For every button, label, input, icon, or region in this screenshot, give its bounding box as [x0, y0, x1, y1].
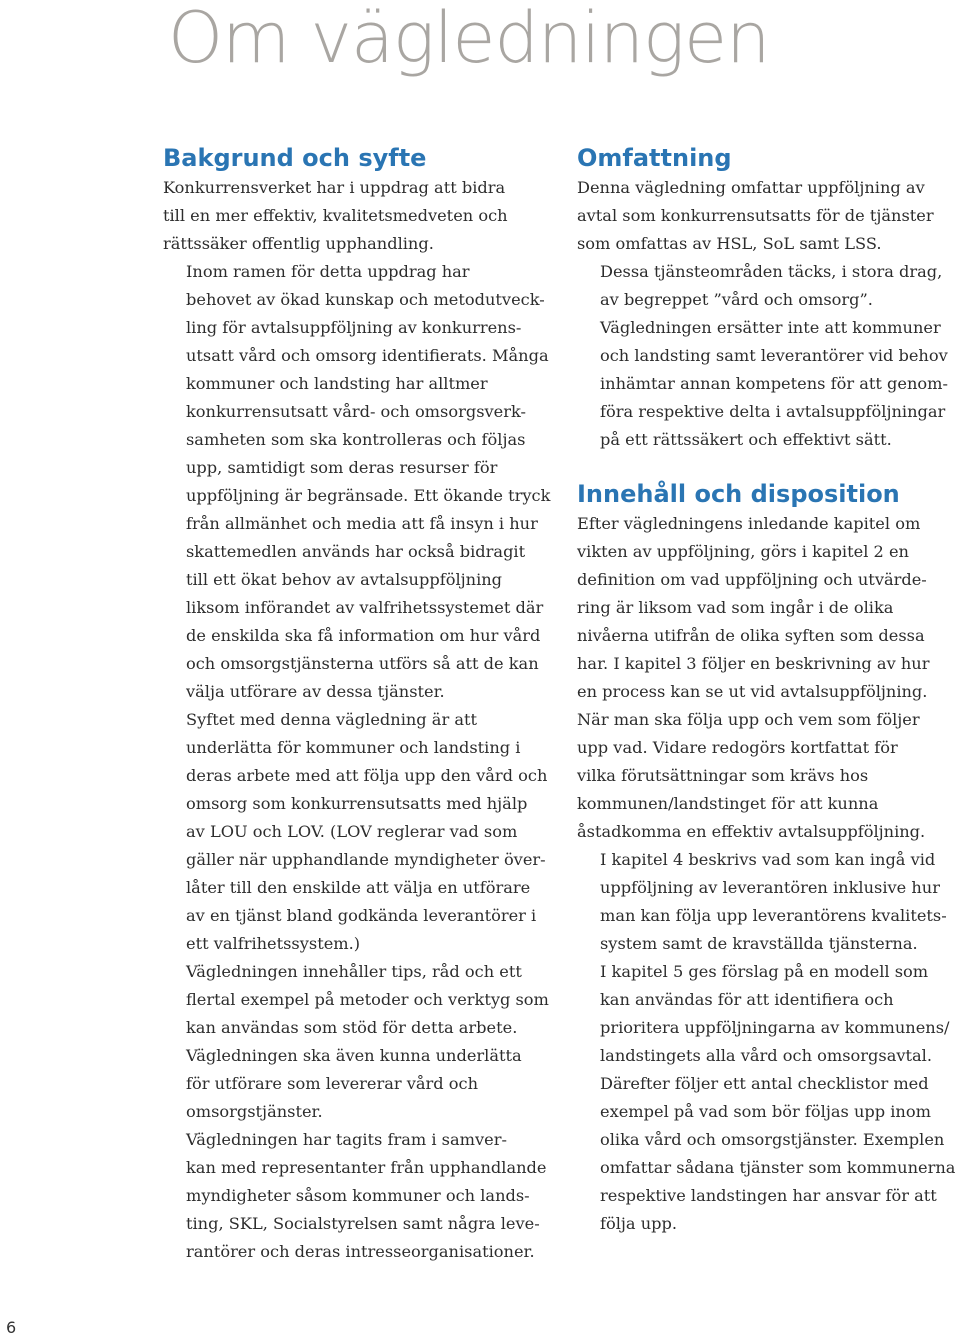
text-line: av en tjänst bland godkända leverantörer i: [186, 906, 537, 925]
text-line: vilka förutsättningar som krävs hos: [577, 766, 869, 785]
text-line: nivåerna utifrån de olika syften som dessa: [577, 626, 925, 645]
text-line: kan användas för att identifiera och: [600, 990, 894, 1009]
paragraph: [577, 174, 960, 258]
text-line: När man ska följa upp och vem som följer: [577, 710, 920, 729]
text-line: och landsting samt leverantörer vid behov: [600, 346, 948, 365]
text-line: åstadkomma en effektiv avtalsuppföljning.: [577, 822, 926, 841]
text-line: exempel på vad som bör följas upp inom: [600, 1102, 931, 1121]
text-line: av begreppet ”vård och omsorg”.: [600, 290, 873, 309]
text-line: omfattar sådana tjänster som kommunerna: [600, 1158, 956, 1177]
text-line: respektive landstingen har ansvar för att: [600, 1186, 937, 1205]
paragraph: [163, 706, 558, 958]
text-line: rantörer och deras intresseorganisationer.: [186, 1242, 535, 1261]
paragraph: [577, 314, 960, 454]
text-line: föra respektive delta i avtalsuppföljningar: [600, 402, 946, 421]
left-column: [163, 142, 558, 1266]
text-line: man kan följa upp leverantörens kvalitets-: [600, 906, 947, 925]
text-line: Konkurrensverket har i uppdrag att bidra: [163, 178, 506, 197]
text-line: Denna vägledning omfattar uppföljning av: [577, 178, 925, 197]
text-line: behovet av ökad kunskap och metodutveck-: [186, 290, 545, 309]
text-line: utsatt vård och omsorg identifierats. Många: [186, 346, 549, 365]
text-line: samheten som ska kontrolleras och följas: [186, 430, 526, 449]
text-line: följa upp.: [600, 1214, 678, 1233]
text-line: vikten av uppföljning, görs i kapitel 2 en: [577, 542, 909, 561]
text-line: ling för avtalsuppföljning av konkurrens-: [186, 318, 522, 337]
text-line: Efter vägledningens inledande kapitel om: [577, 514, 921, 533]
omfattning-body-text: [577, 174, 960, 454]
text-line: från allmänhet och media att få insyn i hur: [186, 514, 538, 533]
text-line: olika vård och omsorgstjänster. Exemplen: [600, 1130, 945, 1149]
text-line: deras arbete med att följa upp den vård och: [186, 766, 548, 785]
text-line: välja utförare av dessa tjänster.: [186, 682, 445, 701]
text-line: ring är liksom vad som ingår i de olika: [577, 598, 894, 617]
text-line: rättssäker offentlig upphandling.: [163, 234, 434, 253]
text-line: Vägledningen ersätter inte att kommuner: [600, 318, 941, 337]
text-line: I kapitel 5 ges förslag på en modell som: [600, 962, 929, 981]
text-line: på ett rättssäkert och effektivt sätt.: [600, 430, 892, 449]
left-body-text: [163, 174, 558, 1266]
paragraph: [163, 174, 558, 258]
text-line: uppföljning av leverantören inklusive hur: [600, 878, 940, 897]
text-line: inhämtar annan kompetens för att genom-: [600, 374, 948, 393]
text-line: Vägledningen ska även kunna underlätta: [186, 1046, 522, 1065]
paragraph: [163, 958, 558, 1126]
paragraph: [163, 1126, 558, 1266]
text-line: har. I kapitel 3 följer en beskrivning av hur: [577, 654, 930, 673]
text-line: underlätta för kommuner och landsting i: [186, 738, 521, 757]
paragraph: [577, 258, 960, 314]
text-line: kommuner och landsting har alltmer: [186, 374, 488, 393]
innehall-body-text: [577, 510, 960, 1238]
text-line: prioritera uppföljningarna av kommunens/: [600, 1018, 950, 1037]
text-line: ting, SKL, Socialstyrelsen samt några leve-: [186, 1214, 540, 1233]
text-line: upp, samtidigt som deras resurser för: [186, 458, 498, 477]
text-line: Dessa tjänsteområden täcks, i stora drag,: [600, 262, 943, 281]
text-line: kommunen/landstinget för att kunna: [577, 794, 879, 813]
text-line: omsorg som konkurrensutsatts med hjälp: [186, 794, 528, 813]
paragraph: [577, 510, 960, 846]
right-column: [577, 142, 960, 1238]
text-line: uppföljning är begränsade. Ett ökande tryck: [186, 486, 551, 505]
paragraph: [577, 846, 960, 958]
section-heading-omfattning: Omfattning: [577, 144, 732, 172]
text-line: och omsorgstjänsterna utförs så att de kan: [186, 654, 539, 673]
text-line: Syftet med denna vägledning är att: [186, 710, 477, 729]
text-line: låter till den enskilde att välja en utförare: [186, 878, 531, 897]
text-line: myndigheter såsom kommuner och lands-: [186, 1186, 530, 1205]
paragraph: [577, 958, 960, 1238]
text-line: avtal som konkurrensutsatts för de tjänster: [577, 206, 934, 225]
text-line: de enskilda ska få information om hur vård: [186, 626, 541, 645]
text-line: ett valfrihetssystem.): [186, 934, 361, 953]
paragraph: [163, 258, 558, 706]
section-heading-innehall: Innehåll och disposition: [577, 480, 900, 508]
text-line: kan med representanter från upphandlande: [186, 1158, 547, 1177]
text-line: kan användas som stöd för detta arbete.: [186, 1018, 518, 1037]
text-line: en process kan se ut vid avtalsuppföljning.: [577, 682, 928, 701]
text-line: skattemedlen används har också bidragit: [186, 542, 526, 561]
text-line: flertal exempel på metoder och verktyg som: [186, 990, 549, 1009]
text-line: konkurrensutsatt vård- och omsorgsverk-: [186, 402, 526, 421]
text-line: Därefter följer ett antal checklistor med: [600, 1074, 929, 1093]
text-line: I kapitel 4 beskrivs vad som kan ingå vid: [600, 850, 936, 869]
text-line: för utförare som levererar vård och: [186, 1074, 479, 1093]
section-heading-bakgrund: Bakgrund och syfte: [163, 144, 427, 172]
text-line: Inom ramen för detta uppdrag har: [186, 262, 470, 281]
text-line: till ett ökat behov av avtalsuppföljning: [186, 570, 503, 589]
page-title: Om vägledningen: [168, 0, 770, 79]
text-line: definition om vad uppföljning och utvärde-: [577, 570, 927, 589]
text-line: liksom införandet av valfrihetssystemet där: [186, 598, 544, 617]
text-line: system samt de kravställda tjänsterna.: [600, 934, 918, 953]
text-line: som omfattas av HSL, SoL samt LSS.: [577, 234, 882, 253]
text-line: gäller när upphandlande myndigheter över-: [186, 850, 546, 869]
text-line: Vägledningen innehåller tips, råd och ett: [186, 962, 522, 981]
text-line: av LOU och LOV. (LOV reglerar vad som: [186, 822, 518, 841]
text-line: landstingets alla vård och omsorgsavtal.: [600, 1046, 932, 1065]
text-line: Vägledningen har tagits fram i samver-: [186, 1130, 507, 1149]
page-number: 6: [6, 1318, 17, 1337]
text-line: till en mer effektiv, kvalitetsmedveten och: [163, 206, 508, 225]
text-line: omsorgstjänster.: [186, 1102, 323, 1121]
text-line: upp vad. Vidare redogörs kortfattat för: [577, 738, 898, 757]
